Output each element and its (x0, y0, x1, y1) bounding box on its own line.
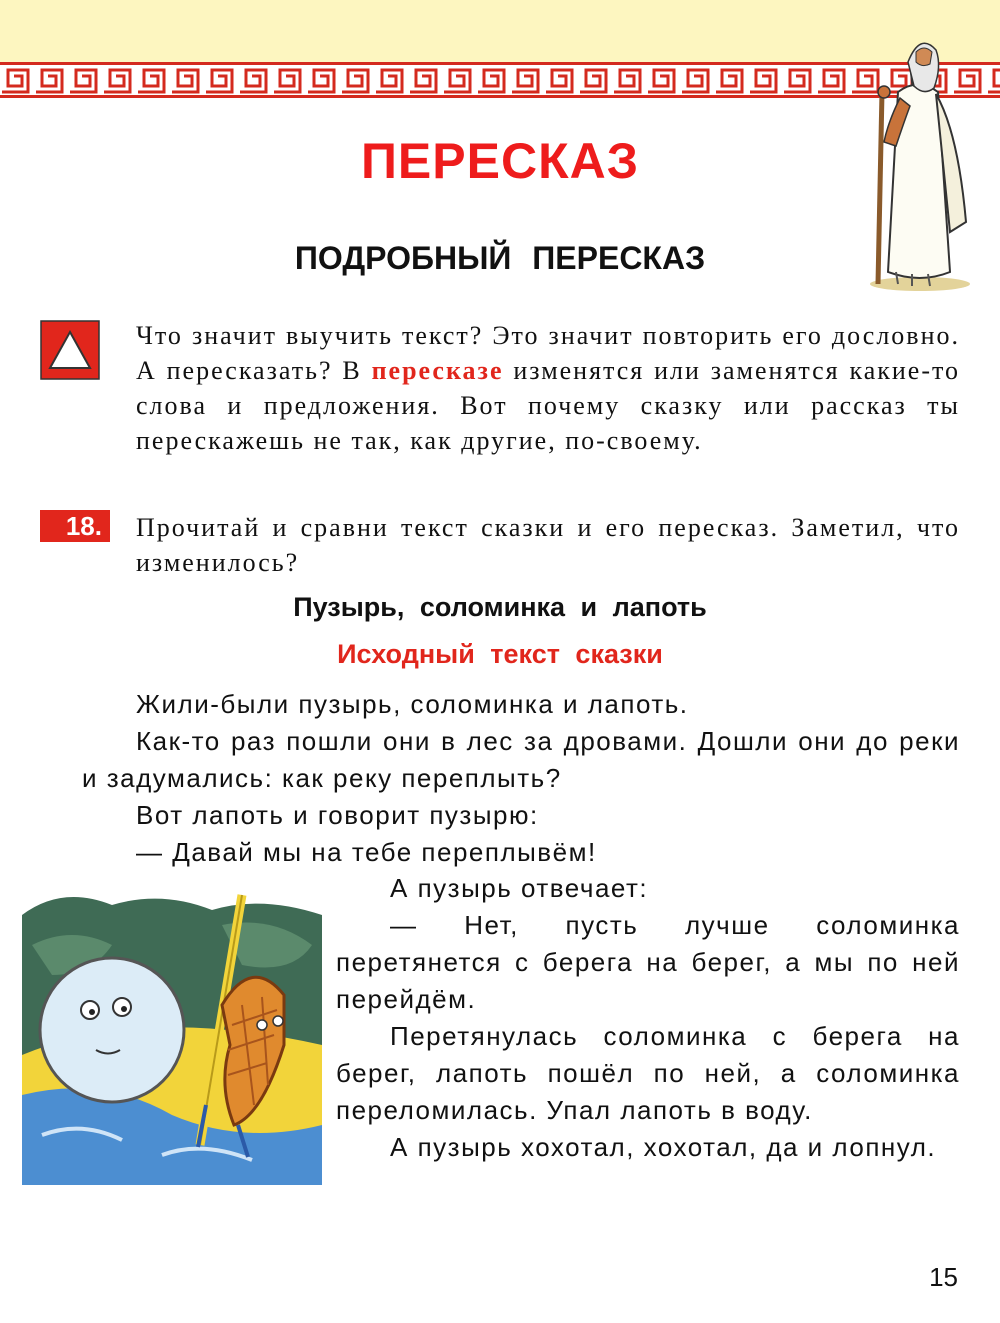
page-title: ПЕРЕСКАЗ (360, 133, 640, 189)
exercise-number-badge: 18. (40, 510, 110, 542)
greek-key-border (0, 62, 1000, 98)
story-paragraph: А пузырь хохотал, хохотал, да и лопнул. (390, 1132, 937, 1162)
rule-text-before: Что значит выучить текст? Это значит повторить его дословно. А пересказать? В (136, 321, 960, 385)
story-text-top (82, 686, 960, 871)
story-paragraph: А пузырь отвечает: (390, 873, 649, 903)
rule-text-after: изменятся или заменятся какие-то слова и предложения. Вот почему сказку или рассказ ты перескажешь не так, как другие, по-своему. (136, 356, 961, 455)
exercise-instruction (136, 510, 960, 580)
story-paragraph: Как-то раз пошли они в лес за дровами. Дошли они до реки и задумались: как реку переплыть? (82, 726, 960, 793)
rule-highlight-term: пересказе (371, 356, 504, 385)
story-paragraph: — Нет, пусть лучше соломинка перетянется с берега на берег, а мы по ней перейдём. (336, 910, 960, 1014)
story-paragraph: Вот лапоть и говорит пузырю: (136, 800, 539, 830)
rule-paragraph (136, 318, 960, 458)
section-title: ПОДРОБНЫЙ ПЕРЕСКАЗ (294, 240, 706, 276)
story-text-side (336, 870, 960, 1166)
triangle-rule-icon (40, 320, 100, 380)
page-number: 15 (929, 1262, 958, 1292)
story-paragraph: Перетянулась соломинка с берега на берег, лапоть пошёл по ней, а соломинка переломилась. Упал лапоть в воду. (336, 1021, 960, 1125)
story-subtitle: Исходный текст сказки (337, 639, 663, 669)
story-title: Пузырь, соломинка и лапоть (293, 592, 707, 622)
story-paragraph: Жили-были пузырь, соломинка и лапоть. (136, 689, 689, 719)
exercise-instruction-text: Прочитай и сравни текст сказки и его пересказ. Заметил, что изменилось? (136, 513, 960, 577)
bubble-straw-bast-shoe-illustration (22, 885, 322, 1185)
header-band (0, 0, 1000, 62)
story-paragraph: — Давай мы на тебе переплывём! (136, 837, 597, 867)
